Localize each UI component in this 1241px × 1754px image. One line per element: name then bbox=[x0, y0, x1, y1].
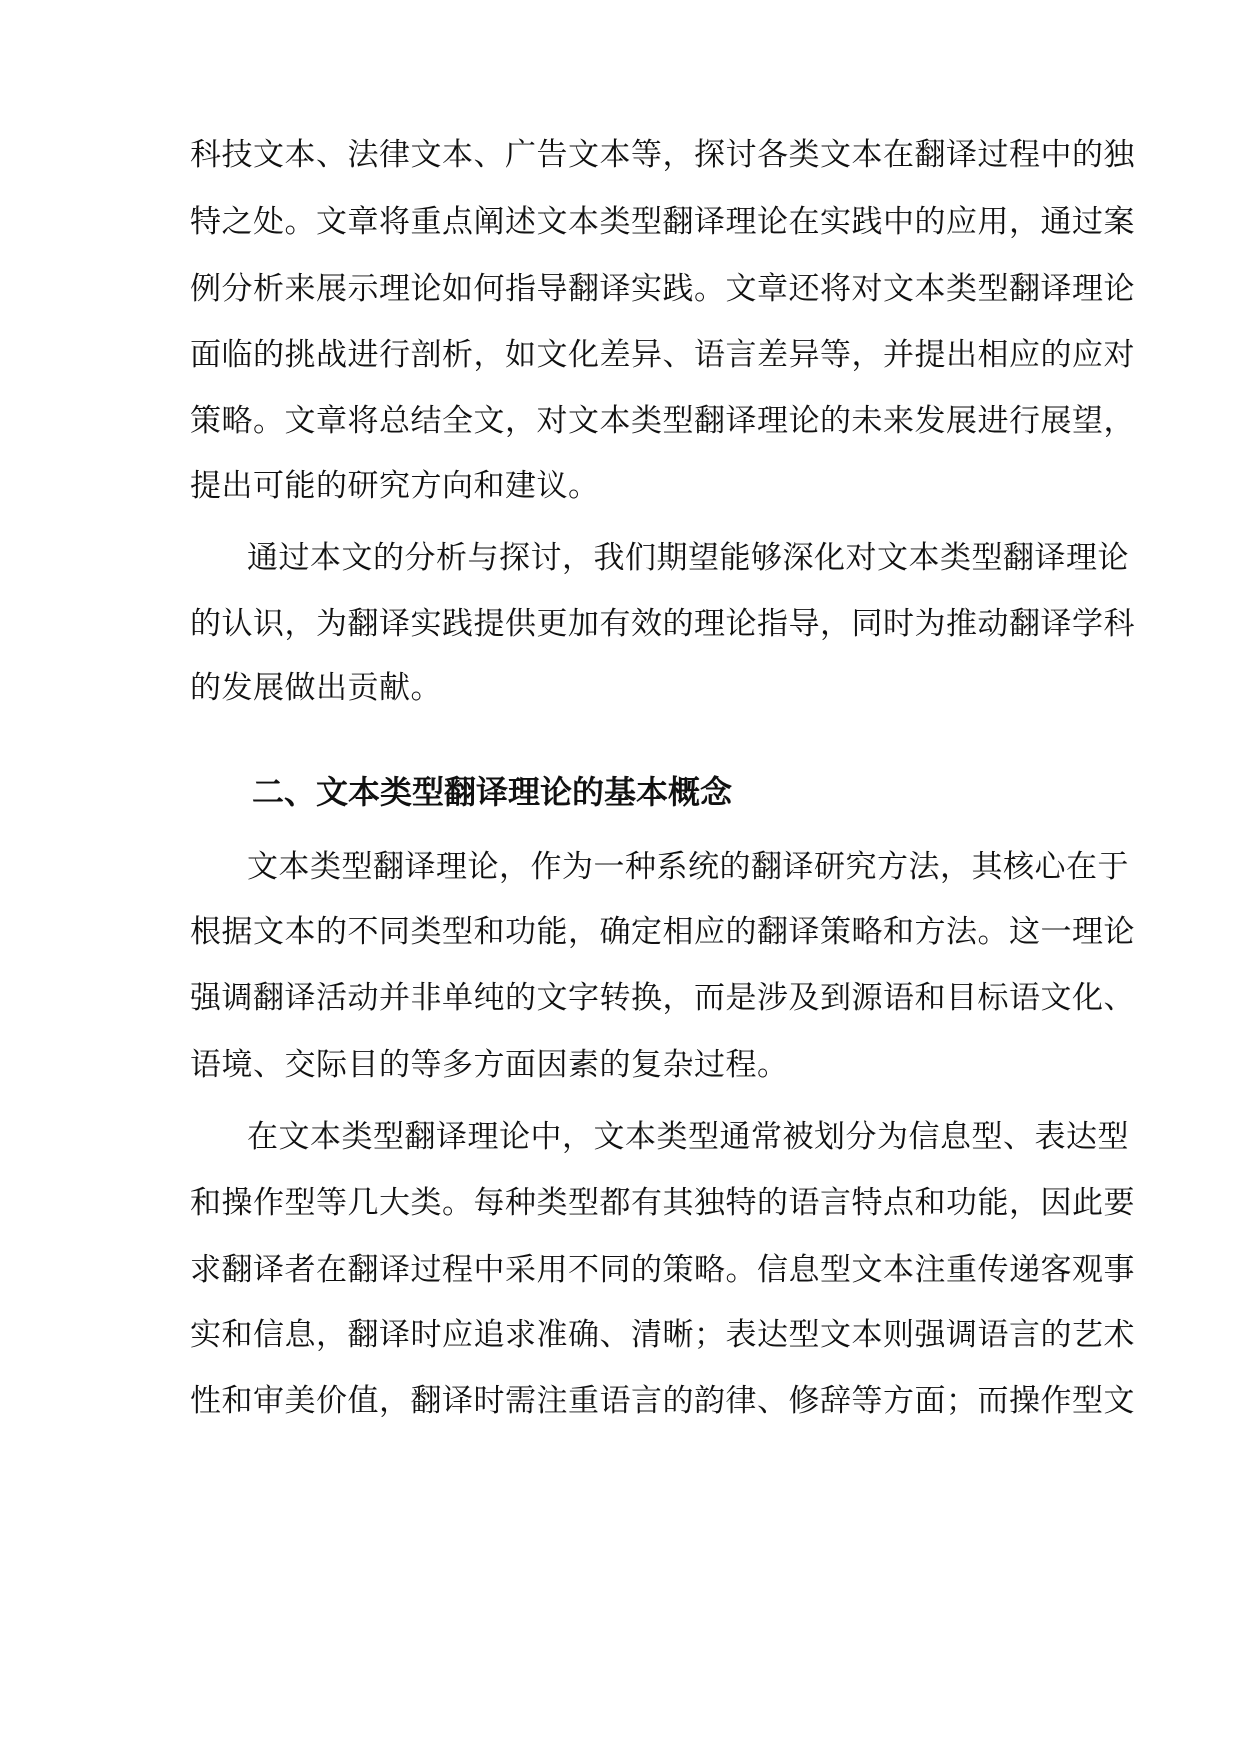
text-line: 实和信息，翻译时应追求准确、清晰；表达型文本则强调语言的艺术 bbox=[190, 1317, 1135, 1353]
text-line: 的发展做出贡献。 bbox=[190, 670, 442, 706]
text-line: 策略。文章将总结全文，对文本类型翻译理论的未来发展进行展望， bbox=[190, 403, 1135, 439]
text-line: 强调翻译活动并非单纯的文字转换，而是涉及到源语和目标语文化、 bbox=[190, 980, 1135, 1016]
text-line: 语境、交际目的等多方面因素的复杂过程。 bbox=[190, 1047, 789, 1083]
text-line: 特之处。文章将重点阐述文本类型翻译理论在实践中的应用，通过案 bbox=[190, 204, 1135, 240]
text-line: 例分析来展示理论如何指导翻译实践。文章还将对文本类型翻译理论 bbox=[190, 271, 1135, 307]
text-line: 性和审美价值，翻译时需注重语言的韵律、修辞等方面；而操作型文 bbox=[190, 1383, 1135, 1419]
text-line: 文本类型翻译理论，作为一种系统的翻译研究方法，其核心在于 bbox=[247, 849, 1129, 885]
text-line: 根据文本的不同类型和功能，确定相应的翻译策略和方法。这一理论 bbox=[190, 914, 1135, 950]
text-line: 的认识，为翻译实践提供更加有效的理论指导，同时为推动翻译学科 bbox=[190, 606, 1135, 642]
text-line: 在文本类型翻译理论中，文本类型通常被划分为信息型、表达型 bbox=[247, 1119, 1129, 1155]
text-line: 求翻译者在翻译过程中采用不同的策略。信息型文本注重传递客观事 bbox=[190, 1252, 1135, 1288]
text-line: 面临的挑战进行剖析，如文化差异、语言差异等，并提出相应的应对 bbox=[190, 337, 1135, 373]
text-line: 和操作型等几大类。每种类型都有其独特的语言特点和功能，因此要 bbox=[190, 1185, 1135, 1221]
section-heading: 二、文本类型翻译理论的基本概念 bbox=[252, 773, 733, 811]
text-line: 通过本文的分析与探讨，我们期望能够深化对文本类型翻译理论 bbox=[247, 540, 1129, 576]
text-line: 科技文本、法律文本、广告文本等，探讨各类文本在翻译过程中的独 bbox=[190, 137, 1135, 173]
text-line: 提出可能的研究方向和建议。 bbox=[190, 468, 600, 504]
